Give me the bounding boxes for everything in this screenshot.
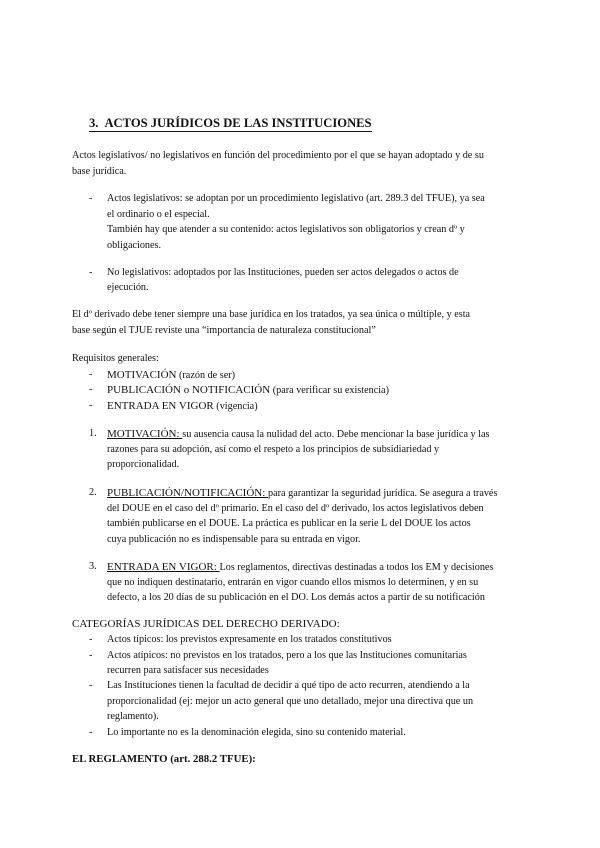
requisito-caps: ENTRADA EN VIGOR bbox=[107, 400, 214, 412]
numbered-label: ENTRADA EN VIGOR: bbox=[107, 561, 220, 573]
paragraph-line: base según el TJUE reviste una “importancia de naturaleza constitucional” bbox=[72, 325, 376, 336]
requisito-caps: MOTIVACIÓN bbox=[107, 369, 177, 381]
numbered-line bbox=[107, 559, 493, 577]
numbered-line: proporcionalidad. bbox=[107, 459, 180, 470]
bullet-dash: - bbox=[89, 634, 93, 645]
numbered-line: que no indiquen destinatario, entrarán en vigor cuando ellos mismos lo determinen, y en su bbox=[107, 577, 479, 588]
bullet-line: No legislativos: adoptados por las Instituciones, pueden ser actos delegados o actos de bbox=[107, 267, 459, 278]
categoria-line: Lo importante no es la denominación elegida, sino su contenido material. bbox=[107, 727, 406, 738]
numbered-line bbox=[107, 426, 489, 444]
bullet-line: el ordinario o el especial. bbox=[107, 209, 210, 220]
bullet-line: obligaciones. bbox=[107, 240, 162, 251]
categoria-line: reglamento). bbox=[107, 711, 159, 722]
requisito-rest: (para verificar su existencia) bbox=[270, 385, 389, 396]
numbered-line: cuya publicación no es indispensable para su entrada en vigor. bbox=[107, 534, 361, 545]
requisito-item bbox=[107, 398, 258, 416]
numbered-line bbox=[107, 485, 497, 503]
numbered-label: MOTIVACIÓN: bbox=[107, 428, 183, 440]
numbered-text: su ausencia causa la nulidad del acto. Debe mencionar la base jurídica y las bbox=[182, 429, 490, 440]
numbered-line: defecto, a los 20 días de su publicación en el DO. Los demás actos a partir de su notificación bbox=[107, 592, 485, 603]
section-heading bbox=[89, 116, 372, 132]
paragraph-line: El dº derivado debe tener siempre una base jurídica en los tratados, ya sea única o múltiple, y esta bbox=[72, 309, 471, 320]
bullet-line: Actos legislativos: se adoptan por un procedimiento legislativo (art. 289.3 del TFUE), ya sea bbox=[107, 193, 485, 204]
numbered-index: 3. bbox=[89, 561, 97, 572]
numbered-text: Los reglamentos, directivas destinadas a todos los EM y decisiones bbox=[219, 562, 494, 573]
bullet-dash: - bbox=[89, 650, 93, 661]
requisito-item bbox=[107, 382, 389, 400]
reglamento-heading: EL REGLAMENTO (art. 288.2 TFUE): bbox=[72, 753, 256, 765]
categoria-line: Actos típicos: los previstos expresamente en los tratados constitutivos bbox=[107, 634, 392, 645]
numbered-index: 2. bbox=[89, 487, 97, 498]
bullet-dash: - bbox=[89, 680, 93, 691]
numbered-line: del DOUE en el caso del dº primario. En el caso del dº derivado, los actos legislativos deben bbox=[107, 503, 484, 514]
requisito-caps: PUBLICACIÓN o NOTIFICACIÓN bbox=[107, 384, 271, 396]
requisitos-title: Requisitos generales: bbox=[72, 353, 159, 364]
bullet-dash: - bbox=[89, 369, 93, 380]
intro-line: base jurídica. bbox=[72, 166, 127, 177]
section-number: 3. bbox=[89, 116, 99, 130]
bullet-dash: - bbox=[89, 727, 93, 738]
categoria-line: recurren para satisfacer sus necesidades bbox=[107, 665, 269, 676]
requisito-rest: (razón de ser) bbox=[176, 370, 236, 381]
intro-line: Actos legislativos/ no legislativos en función del procedimiento por el que se hayan adoptado y de su bbox=[72, 150, 484, 161]
categoria-line: Actos atípicos: no previstos en los tratados, pero a los que las Instituciones comunitarias bbox=[107, 650, 467, 661]
numbered-line: razones para su adopción, así como el respeto a los principios de subsidiariedad y bbox=[107, 444, 440, 455]
bullet-dash: - bbox=[89, 400, 93, 411]
requisito-rest: (vigencia) bbox=[213, 401, 258, 412]
bullet-dash: - bbox=[89, 267, 93, 278]
bullet-dash: - bbox=[89, 193, 93, 204]
bullet-dash: - bbox=[89, 384, 93, 395]
section-title: ACTOS JURÍDICOS DE LAS INSTITUCIONES bbox=[104, 116, 372, 130]
numbered-label: PUBLICACIÓN/NOTIFICACIÓN: bbox=[107, 487, 269, 499]
categoria-line: Las Instituciones tienen la facultad de decidir a qué tipo de acto recurren, atendiendo a la bbox=[107, 680, 470, 691]
numbered-text: para garantizar la seguridad jurídica. Se asegura a través bbox=[268, 488, 498, 499]
categoria-line: proporcionalidad (ej: mejor un acto general que uno detallado, mejor una directiva que un bbox=[107, 696, 474, 707]
categorias-title: CATEGORÍAS JURÍDICAS DEL DERECHO DERIVADO: bbox=[72, 618, 340, 630]
bullet-line: También hay que atender a su contenido: actos legislativos son obligatorios y crean dº y bbox=[107, 224, 465, 235]
numbered-line: también publicarse en el DOUE. La práctica es publicar en la serie L del DOUE los actos bbox=[107, 518, 471, 529]
numbered-index: 1. bbox=[89, 428, 97, 439]
bullet-line: ejecución. bbox=[107, 282, 149, 293]
